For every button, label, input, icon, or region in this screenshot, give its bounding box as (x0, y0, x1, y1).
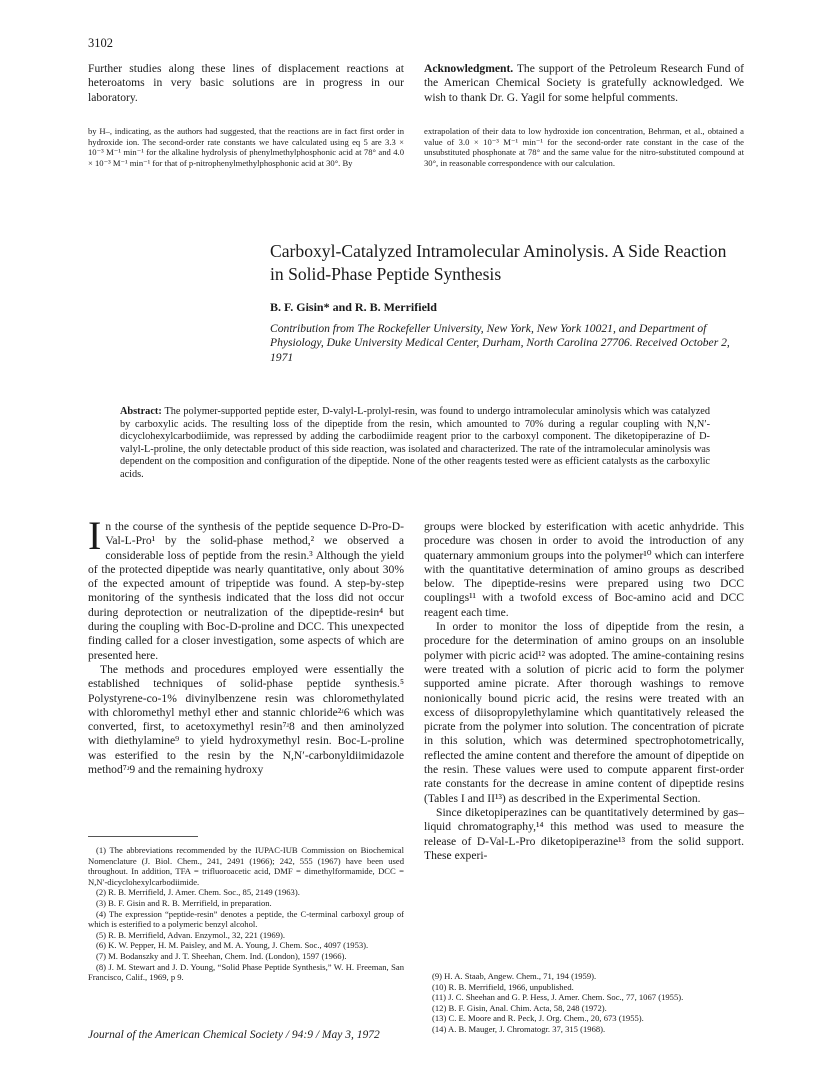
right-paragraph-1: groups were blocked by esterification with acetic anhydride. This procedure was chosen in order to avoid the introduction of any quaternary ammonium groups into the polymer¹⁰ which can interfere with the quantitative determination of amino groups as described below. The dipeptide-resins were prepared using two DCC couplings¹¹ with a twofold excess of Boc-amino acid and DCC reagent each time. (424, 520, 744, 619)
prev-article-note-left: by H–, indicating, as the authors had suggested, that the reactions are in fact first order in hydroxide ion. The second-order rate constants we have calculated using eq 5 are 3.3 × 10⁻³ M⁻¹ min⁻¹ for the alkaline hydrolysis of phenylmethylphosphonic acid at 78° and 4.0 × 10⁻³ M⁻¹ min⁻¹ for that of p-nitrophenylmethylphosphonic acid at 30°. By (88, 126, 404, 169)
footnote: (8) J. M. Stewart and J. D. Young, “Solid Phase Peptide Synthesis,” W. H. Freeman, San Francisco, Calif., 1969, p 9. (88, 961, 404, 983)
footnote: (14) A. B. Mauger, J. Chromatogr. 37, 315 (1968). (432, 1023, 606, 1034)
footnote: (13) C. E. Moore and R. Peck, J. Org. Chem., 20, 673 (1955). (432, 1013, 644, 1024)
acknowledgment-text: The support of the Petroleum Research Fund of the American Chemical Society is gratefully acknowledged. We wish to thank Dr. G. Yagil for some helpful comments. (424, 62, 744, 104)
right-column (424, 520, 744, 863)
intro-paragraph-1-text: n the course of the synthesis of the peptide sequence D-Pro-D-Val-L-Pro¹ by the solid-phase method,² we observed a considerable loss of peptide from the resin.³ Although the yield of the protected dipeptide was nearly quantitative, only about 30% of the expected amount of tripeptide was found. A step-by-step monitoring of the synthesis indicated that the loss did not occur during deprotection or neutralization of the dipeptide-resin⁴ but during the coupling with Boc-D-proline and DCC. This unexpected finding called for a closer investigation, some aspects of which are presented here. (88, 520, 404, 662)
footnote-divider (88, 836, 198, 837)
article-affiliation: Contribution from The Rockefeller University, New York, New York 10021, and Department of Physiology, Duke University Medical Center, Durham, North Carolina 27706. Received October 2, 1971 (270, 322, 730, 364)
right-paragraph-2: In order to monitor the loss of dipeptide from the resin, a procedure for the determination of amino groups on an insoluble polymer with picric acid¹² was adopted. The amine-containing resins were treated with a solution of picric acid to form the polymer supported amine picrate. After thorough washings to remove nonionically bound picric acid, the resins were treated with an excess of diisopropylethylamine which quantitatively released the picrate from the polymer into solution. The concentration of picrate in this solution, which was determined spectrophotometrically, reflected the amine content and therefore the amount of dipeptide on the resin. These values were used to compute apparent first-order rate constants for the decrease in amine content of dipeptide resins (Tables I and II¹³) as described in the Experimental Section. (424, 620, 744, 805)
acknowledgment (424, 62, 744, 105)
article-authors: B. F. Gisin* and R. B. Merrifield (270, 300, 437, 314)
right-paragraph-3: Since diketopiperazines can be quantitatively determined by gas–liquid chromatography,¹⁴ this method was used to measure the release of D-Val-L-Pro diketopiperazine¹³ from the solid support. These experi- (424, 805, 744, 862)
footnote: (2) R. B. Merrifield, J. Amer. Chem. Soc., 85, 2149 (1963). (96, 887, 300, 898)
abstract-label: Abstract: (120, 406, 162, 417)
abstract (120, 406, 710, 482)
footnote: (1) The abbreviations recommended by the IUPAC-IUB Commission on Biochemical Nomenclature (J. Biol. Chem., 241, 2491 (1966); 242, 555 (1967) have been used throughout. In addition, TFA = trifluoroacetic acid, DMF = dimethylformamide, DCC = N,N′-dicyclohexylcarbodiimide. (88, 845, 404, 887)
abstract-text: The polymer-supported peptide ester, D-valyl-L-prolyl-resin, was found to undergo intramolecular aminolysis which was catalyzed by carboxylic acids. The resulting loss of the dipeptide from the resin, which amounted to 70% during a regular coupling with N,N′-dicyclohexylcarbodiimide, was repressed by adding the carbodiimide reagent prior to the carboxyl component. The diketopiperazine of D-valyl-L-proline, the only detectable product of this side reaction, was isolated and characterized. The rate of the intramolecular aminolysis was dependent on the composition and configuration of the dipeptide. None of the other reagents tested were as efficient catalysts as the carboxylic acids. (120, 406, 710, 480)
intro-paragraph-2: The methods and procedures employed were essentially the established techniques of solid-phase peptide synthesis.⁵ Polystyrene-co-1% divinylbenzene resin was chloromethylated with chloromethyl methyl ether and stannic chloride²ʴ6 which was converted, first, to acetoxymethyl resin⁷ʴ8 and then aminolyzed with diethylamine⁹ to yield hydroxymethyl resin. Boc-L-proline was esterified to the resin by the N,N′-carbonyldiimidazole method⁷ʴ9 and the remaining hydroxy (88, 662, 404, 777)
journal-footer: Journal of the American Chemical Society / 94:9 / May 3, 1972 (88, 1029, 380, 1041)
footnote: (3) B. F. Gisin and R. B. Merrifield, in preparation. (96, 897, 272, 908)
footnote: (5) R. B. Merrifield, Advan. Enzymol., 32, 221 (1969). (96, 929, 286, 940)
footnote: (11) J. C. Sheehan and G. P. Hess, J. Amer. Chem. Soc., 77, 1067 (1955). (432, 992, 684, 1003)
prev-article-conclusion: Further studies along these lines of displacement reactions at heteroatoms in very basic solutions are in progress in our laboratory. (88, 62, 404, 104)
footnote: (7) M. Bodanszky and J. T. Sheehan, Chem. Ind. (London), 1597 (1966). (96, 950, 347, 961)
acknowledgment-label: Acknowledgment. (424, 62, 514, 75)
prev-article-note-right: extrapolation of their data to low hydroxide ion concentration, Behrman, et al., obtained a value of 3.0 × 10⁻³ M⁻¹ min⁻¹ for the second-order rate constant in the case of the unsubstituted phosphonate at 78° and the same value for the nitro-substituted compound at 30°, in reasonable correspondence with our calculation. (424, 126, 744, 169)
footnotes-right (424, 971, 744, 1035)
footnote: (9) H. A. Staab, Angew. Chem., 71, 194 (1959). (432, 971, 597, 981)
intro-column (88, 513, 404, 777)
footnote: (12) B. F. Gisin, Anal. Chim. Acta, 58, 248 (1972). (432, 1002, 607, 1013)
page-number: 3102 (88, 36, 113, 50)
footnotes-left (88, 845, 404, 983)
footnote: (6) K. W. Pepper, H. M. Paisley, and M. A. Young, J. Chem. Soc., 4097 (1953). (96, 940, 369, 951)
drop-cap: I (88, 513, 102, 558)
footnote: (4) The expression “peptide-resin” denotes a peptide, the C-terminal carboxyl group of which is esterified to a polymeric benzyl alcohol. (88, 908, 404, 930)
footnote: (10) R. B. Merrifield, 1966, unpublished. (432, 981, 574, 992)
intro-paragraph-1 (88, 513, 404, 663)
article-title: Carboxyl-Catalyzed Intramolecular Aminolysis. A Side Reaction in Solid-Phase Peptide Synthesis (270, 241, 727, 284)
